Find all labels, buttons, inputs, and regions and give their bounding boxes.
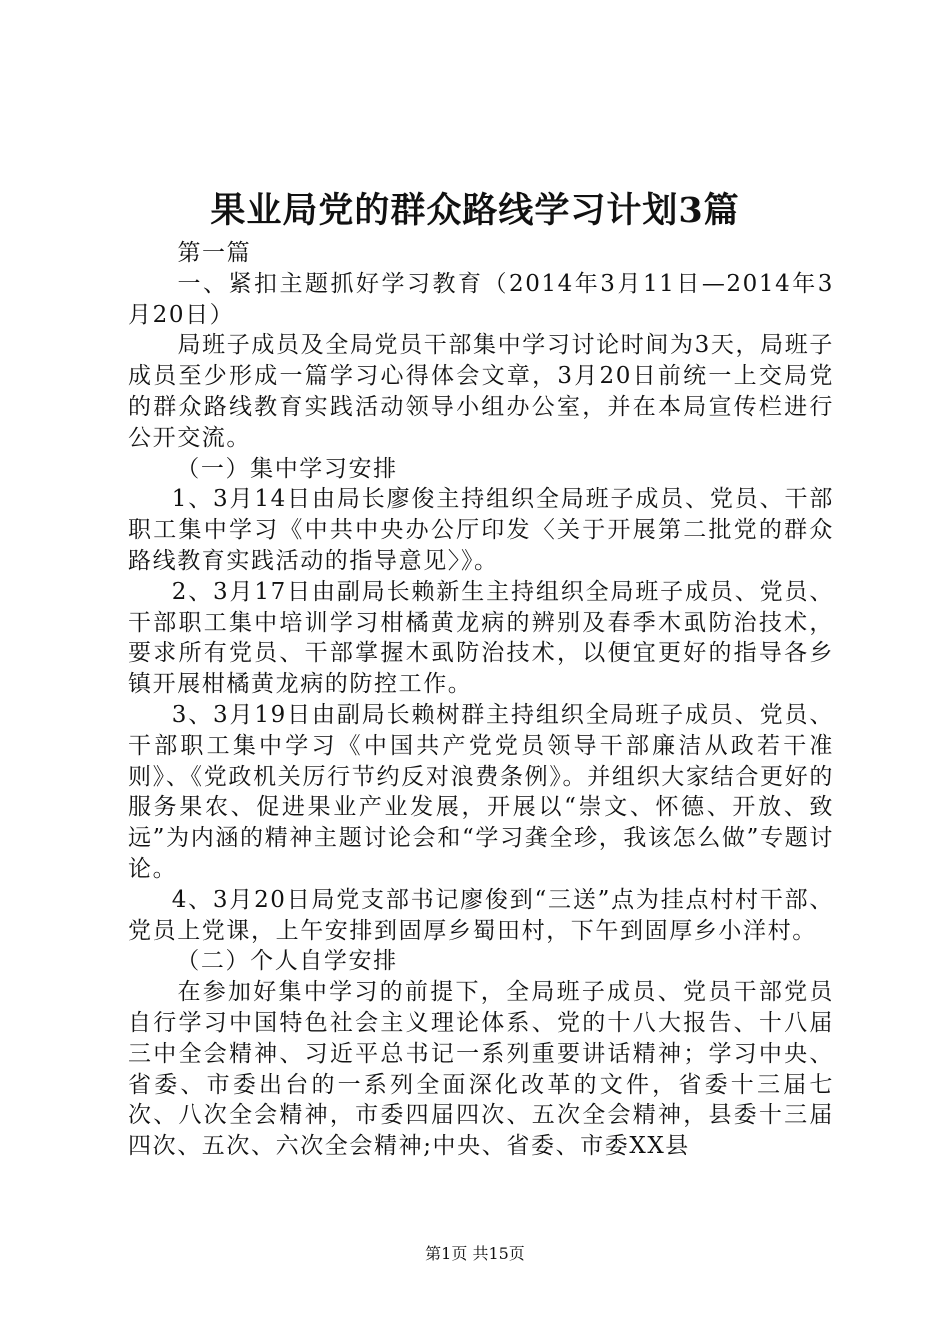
document-body [128,238,834,1162]
paragraph: 1、3月14日由局长廖俊主持组织全局班子成员、党员、干部职工集中学习《中共中央办公厅印发〈关于开展第二批党的群众路线教育实践活动的指导意见〉》。 [128,486,834,574]
paragraph: 3、3月19日由副局长赖树群主持组织全局班子成员、党员、干部职工集中学习《中国共产党党员领导干部廉洁从政若干准则》、《党政机关厉行节约反对浪费条例》。并组织大家结合更好的服务果农、促进果业产业发展，开展以“崇文、怀德、开放、致远”为内涵的精神主题讨论会和“学习龚全珍，我该怎么做”专题讨论。 [128,701,834,882]
document-title: 果业局党的群众路线学习计划3篇 [210,190,740,231]
page-footer: 第1页 共15页 [425,1244,525,1263]
paragraph: 2、3月17日由副局长赖新生主持组织全局班子成员、党员、干部职工集中培训学习柑橘黄龙病的辨别及春季木虱防治技术，要求所有党员、干部掌握木虱防治技术，以便宜更好的指导各乡镇开展柑橘黄龙病的防控工作。 [128,578,834,698]
subheading: （二）个人自学安排 [176,948,398,975]
subheading: （一）集中学习安排 [176,455,398,482]
paragraph: 在参加好集中学习的前提下，全局班子成员、党员干部党员自行学习中国特色社会主义理论体系、党的十八大报告、十八届三中全会精神、习近平总书记一系列重要讲话精神；学习中央、省委、市委出台的一系列全面深化改革的文件，省委十三届七次、八次全会精神，市委四届四次、五次全会精神，县委十三届四次、五次、六次全会精神;中央、省委、市委XX县 [128,979,834,1160]
paragraph: 一、紧扣主题抓好学习教育（2014年3月11日—2014年3月20日） [128,270,834,328]
section-heading: 第一篇 [177,240,252,266]
paragraph: 局班子成员及全局党员干部集中学习讨论时间为3天，局班子成员至少形成一篇学习心得体会文章，3月20日前统一上交局党的群众路线教育实践活动领导小组办公室，并在本局宣传栏进行公开交流。 [128,332,834,451]
paragraph: 4、3月20日局党支部书记廖俊到“三送”点为挂点村村干部、党员上党课，上午安排到固厚乡蜀田村，下午到固厚乡小洋村。 [128,886,834,944]
